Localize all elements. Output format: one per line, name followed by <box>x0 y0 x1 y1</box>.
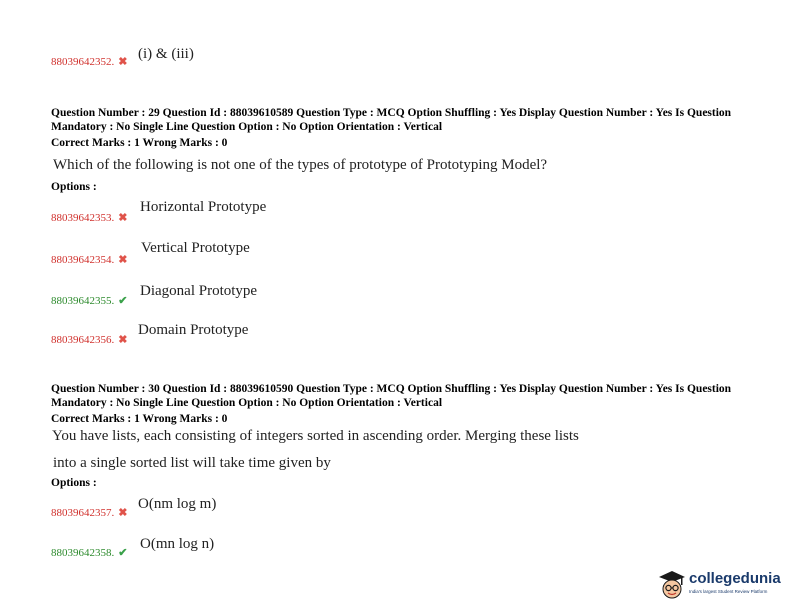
option-id: 88039642355. <box>51 295 115 307</box>
option-text: O(mn log n) <box>140 536 215 552</box>
option-text: Horizontal Prototype <box>140 199 267 215</box>
option-row <box>51 208 127 226</box>
question-marks: Correct Marks : 1 Wrong Marks : 0 <box>51 413 228 425</box>
cross-icon: ✖ <box>118 334 128 346</box>
check-icon: ✔ <box>118 295 128 307</box>
option-id: 88039642357. <box>51 507 115 519</box>
cross-icon: ✖ <box>118 254 128 266</box>
options-label: Options : <box>51 181 97 193</box>
question-text: You have lists, each consisting of integers sorted in ascending order. Merging these lists <box>52 428 579 444</box>
option-row <box>51 291 127 309</box>
option-row <box>51 52 127 70</box>
option-text: Domain Prototype <box>138 322 249 338</box>
cross-icon: ✖ <box>118 212 128 224</box>
option-id: 88039642352. <box>51 56 115 68</box>
logo-wordmark: collegedunia <box>689 570 781 587</box>
question-meta: Question Number : 29 Question Id : 88039610589 Question Type : MCQ Option Shuffling : Yes Display Question Number : Yes Is Question Mandatory : No Single Line Question Option : No Option Orientation : Vertical <box>51 107 732 133</box>
option-row <box>51 250 127 268</box>
collegedunia-logo <box>657 568 782 604</box>
option-row <box>51 543 127 561</box>
cross-icon: ✖ <box>118 56 128 68</box>
question-text: Which of the following is not one of the types of prototype of Prototyping Model? <box>53 157 548 173</box>
option-text: (i) & (iii) <box>138 46 194 62</box>
options-label: Options : <box>51 477 97 489</box>
option-id: 88039642354. <box>51 254 115 266</box>
option-text: O(nm log m) <box>138 496 217 512</box>
graduate-mascot-icon <box>657 568 687 602</box>
check-icon: ✔ <box>118 547 128 559</box>
option-text: Diagonal Prototype <box>140 283 258 299</box>
option-id: 88039642358. <box>51 547 115 559</box>
option-id: 88039642353. <box>51 212 115 224</box>
cross-icon: ✖ <box>118 507 128 519</box>
question-meta: Question Number : 30 Question Id : 88039610590 Question Type : MCQ Option Shuffling : Yes Display Question Number : Yes Is Question Mandatory : No Single Line Question Option : No Option Orientation : Vertical <box>51 383 732 409</box>
question-text: into a single sorted list will take time given by <box>53 455 331 471</box>
option-row <box>51 330 127 348</box>
option-id: 88039642356. <box>51 334 115 346</box>
logo-tagline: India's largest Student Review Platform <box>689 589 768 594</box>
option-text: Vertical Prototype <box>141 240 250 256</box>
option-row <box>51 503 127 521</box>
question-marks: Correct Marks : 1 Wrong Marks : 0 <box>51 137 228 149</box>
